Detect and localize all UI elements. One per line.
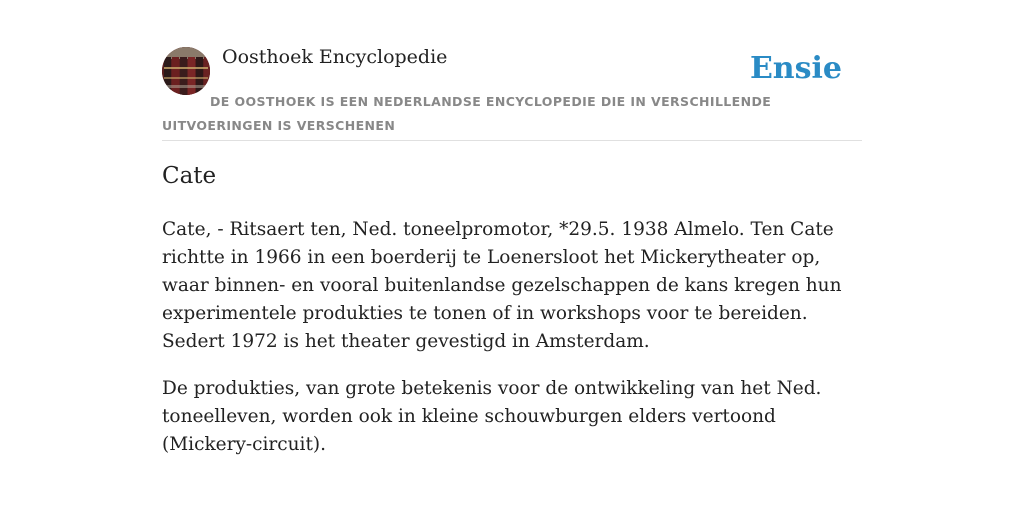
site-title[interactable]: Oosthoek Encyclopedie (222, 46, 448, 68)
article-paragraph: De produkties, van grote betekenis voor de ontwikkeling van het Ned. toneelleven, worden ook in kleine schouwburgen elders vertoond (Mickery-circuit). (162, 378, 822, 455)
book-spines-avatar-icon[interactable] (162, 47, 210, 95)
article-paragraph: Cate, - Ritsaert ten, Ned. toneelpromotor, *29.5. 1938 Almelo. Ten Cate richtte in 1966 in een boerderij te Loenersloot het Mickerytheater op, waar binnen- en vooral buitenlandse gezelschappen de kans kregen hun experimentele produkties te tonen of in workshops voor te bereiden. Sedert 1972 is het theater gevestigd in Amsterdam. (162, 219, 842, 352)
ensie-logo-link[interactable]: Ensie (749, 51, 842, 86)
site-tagline: DE OOSTHOEK IS EEN NEDERLANDSE ENCYCLOPEDIE DIE IN VERSCHILLENDE UITVOERINGEN IS VERSCHENEN (162, 94, 772, 133)
avatar-image (162, 47, 210, 95)
article-body (162, 216, 862, 478)
page-container (162, 0, 862, 455)
site-header (162, 0, 862, 141)
page-title: Cate (162, 163, 217, 189)
